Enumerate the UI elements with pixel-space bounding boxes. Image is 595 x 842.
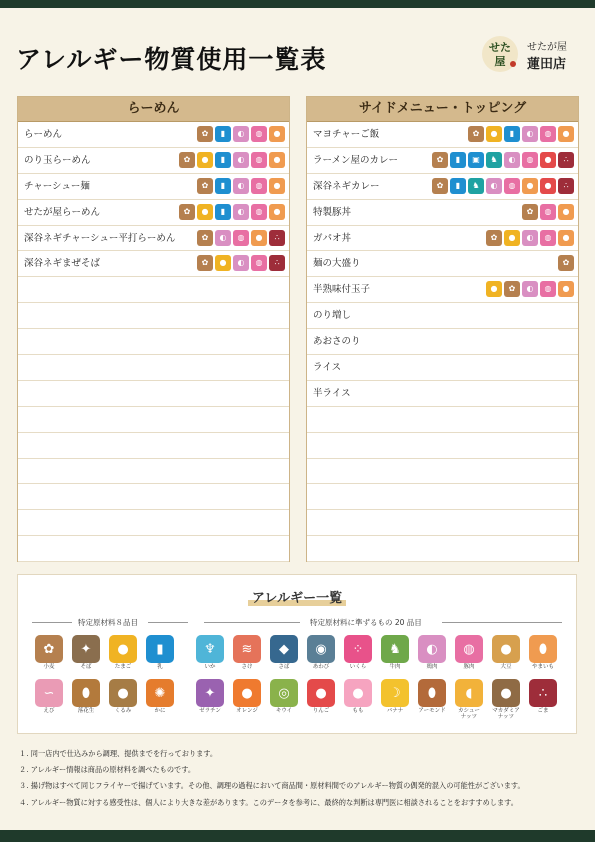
allergen-icon: ◎ xyxy=(270,679,298,707)
side-menu-row xyxy=(307,122,578,148)
sesame-icon: ∴ xyxy=(558,152,574,168)
allergen-name: アーモンド xyxy=(418,708,446,714)
chicken-icon: ◐ xyxy=(522,126,538,142)
pork-icon: ◍ xyxy=(251,178,267,194)
ramen-row xyxy=(18,277,289,303)
allergen-icons xyxy=(197,230,285,246)
ramen-item-label: らーめん xyxy=(24,129,63,140)
allergen-name: 小麦 xyxy=(43,664,55,670)
wheat-icon: ✿ xyxy=(197,255,213,271)
allergen-legend-item xyxy=(106,635,140,679)
side-menu-row xyxy=(307,251,578,277)
ramen-item-label: チャーシュー麺 xyxy=(24,180,90,192)
allergen-icon: ◐ xyxy=(418,635,446,663)
allergen-name: そば xyxy=(80,664,92,670)
allergen-name: 豚肉 xyxy=(463,664,475,670)
allergen-name: くるみ xyxy=(114,708,132,714)
allergen-legend-item xyxy=(230,679,264,723)
allergen-icon: ◆ xyxy=(270,635,298,663)
side-menu-item-label: あおさのり xyxy=(313,336,361,348)
note-3: ３. 揚げ物はすべて同じフライヤーで揚げています。その他、調理の過程において商品間・原材料間でのアレルギー物質の偶発的混入の可能性がございます。 xyxy=(19,781,525,791)
ramen-row xyxy=(18,484,289,510)
allergen-legend-item xyxy=(230,635,264,679)
ramen-row xyxy=(18,459,289,485)
allergen-name: 鶏肉 xyxy=(426,664,438,670)
note-2: ２. アレルギー情報は商品の原材料を調べたものです。 xyxy=(19,765,196,775)
allergen-icons xyxy=(558,255,574,271)
soy-icon: ● xyxy=(558,230,574,246)
egg-icon: ● xyxy=(215,255,231,271)
side-menu-row xyxy=(307,226,578,252)
allergen-legend-item xyxy=(378,635,412,679)
pork-icon: ◍ xyxy=(251,204,267,220)
allergen-name: 乳 xyxy=(157,664,163,670)
beef-icon: ♞ xyxy=(486,152,502,168)
soy-icon: ● xyxy=(269,152,285,168)
allergen-icons xyxy=(486,230,574,246)
allergen-icon: ● xyxy=(307,679,335,707)
side-menu-row xyxy=(307,433,578,459)
allergen-legend-item xyxy=(267,679,301,723)
allergen-legend-item xyxy=(69,679,103,723)
allergen-icon: ⬮ xyxy=(72,679,100,707)
allergen-icon: ✦ xyxy=(196,679,224,707)
sesame-icon: ∴ xyxy=(269,255,285,271)
allergen-legend-item xyxy=(143,635,177,679)
side-menu-row xyxy=(307,148,578,174)
chicken-icon: ◐ xyxy=(233,178,249,194)
soy-icon: ● xyxy=(558,126,574,142)
allergen-legend-item xyxy=(193,635,227,679)
chicken-icon: ◐ xyxy=(504,152,520,168)
wheat-icon: ✿ xyxy=(432,178,448,194)
wheat-icon: ✿ xyxy=(179,204,195,220)
allergy-legend xyxy=(17,574,577,734)
allergen-icon: ◍ xyxy=(455,635,483,663)
allergen-icon: ▮ xyxy=(146,635,174,663)
bottom-border xyxy=(0,830,595,842)
allergen-icon: ✦ xyxy=(72,635,100,663)
wheat-icon: ✿ xyxy=(197,230,213,246)
side-menu-item-label: 半熟味付玉子 xyxy=(313,284,371,296)
side-menu-item-label: 麺の大盛り xyxy=(313,258,361,270)
pork-icon: ◍ xyxy=(233,230,249,246)
side-menu-item-label: 深谷ネギカレー xyxy=(313,180,380,192)
pork-icon: ◍ xyxy=(504,178,520,194)
allergen-icon: ● xyxy=(492,679,520,707)
side-menu-item-label: 特製豚丼 xyxy=(313,206,352,218)
milk-icon: ▮ xyxy=(215,126,231,142)
pork-icon: ◍ xyxy=(540,204,556,220)
allergen-legend-item xyxy=(489,635,523,679)
allergen-legend-item xyxy=(452,679,486,723)
allergen-name: さけ xyxy=(241,664,253,670)
chicken-icon: ◐ xyxy=(522,230,538,246)
pork-icon: ◍ xyxy=(540,230,556,246)
allergen-name: 大豆 xyxy=(500,664,512,670)
allergen-icons xyxy=(522,204,574,220)
ramen-item-label: せたが屋らーめん xyxy=(24,206,101,218)
ramen-row xyxy=(18,433,289,459)
allergen-name: さば xyxy=(278,664,290,670)
allergen-name: カシュー ナッツ xyxy=(458,708,480,720)
side-menu-heading: サイドメニュー・トッピング xyxy=(307,97,578,122)
allergen-name: いか xyxy=(204,664,216,670)
side-menu-item-label: 半ライス xyxy=(313,387,351,399)
allergen-name: 落花生 xyxy=(77,708,95,714)
side-menu-row xyxy=(307,174,578,200)
wheat-icon: ✿ xyxy=(504,281,520,297)
allergen-icon: ☽ xyxy=(381,679,409,707)
allergen-legend-item xyxy=(193,679,227,723)
egg-icon: ● xyxy=(197,152,213,168)
allergen-legend-item xyxy=(341,635,375,679)
soy-icon: ● xyxy=(269,126,285,142)
side-menu-row xyxy=(307,381,578,407)
apple-icon: ● xyxy=(540,152,556,168)
allergen-name: ごま xyxy=(537,708,549,714)
allergen-name: オレンジ xyxy=(236,708,258,714)
pork-icon: ◍ xyxy=(251,255,267,271)
egg-icon: ● xyxy=(197,204,213,220)
allergen-icon: ∽ xyxy=(35,679,63,707)
allergen-icons xyxy=(432,152,574,168)
allergen-name: たまご xyxy=(114,664,132,670)
side-menu-row xyxy=(307,407,578,433)
egg-icon: ● xyxy=(486,281,502,297)
wheat-icon: ✿ xyxy=(197,178,213,194)
side-menu-item-label: ライス xyxy=(313,362,342,374)
allergen-icons xyxy=(468,126,574,142)
allergen-legend-item xyxy=(106,679,140,723)
side-menu-panel xyxy=(306,96,579,562)
pork-icon: ◍ xyxy=(540,126,556,142)
divider xyxy=(204,622,300,623)
chicken-icon: ◐ xyxy=(522,281,538,297)
allergen-name: マカダミア ナッツ xyxy=(492,708,520,720)
allergen-legend-item xyxy=(304,679,338,723)
allergen-icons xyxy=(197,255,285,271)
chicken-icon: ◐ xyxy=(486,178,502,194)
apple-icon: ● xyxy=(540,178,556,194)
allergen-name: りんご xyxy=(312,708,330,714)
allergen-icons xyxy=(197,126,285,142)
divider xyxy=(148,622,188,623)
soy-icon: ● xyxy=(558,281,574,297)
ramen-panel xyxy=(17,96,290,562)
ramen-row xyxy=(18,174,289,200)
wheat-icon: ✿ xyxy=(558,255,574,271)
group20-title: 特定原材料に準ずるもの 20 品目 xyxy=(310,618,422,627)
ramen-row xyxy=(18,381,289,407)
egg-icon: ● xyxy=(486,126,502,142)
wheat-icon: ✿ xyxy=(432,152,448,168)
beef-icon: ♞ xyxy=(468,178,484,194)
wheat-icon: ✿ xyxy=(486,230,502,246)
allergen-icons xyxy=(486,281,574,297)
milk-icon: ▮ xyxy=(450,152,466,168)
chicken-icon: ◐ xyxy=(233,255,249,271)
allergen-icon: ♞ xyxy=(381,635,409,663)
allergen-icon: ✿ xyxy=(35,635,63,663)
ramen-row xyxy=(18,407,289,433)
allergen-legend-item xyxy=(304,635,338,679)
note-1: １. 同一店内で仕込みから調理、提供までを行っております。 xyxy=(19,749,218,758)
allergen-name: キウイ xyxy=(275,708,293,714)
wheat-icon: ✿ xyxy=(522,204,538,220)
side-menu-item-label: のり増し xyxy=(313,310,352,322)
side-menu-row xyxy=(307,510,578,536)
allergen-icons xyxy=(197,178,285,194)
ramen-heading: らーめん xyxy=(18,97,289,122)
group8-title: 特定原材料８品目 xyxy=(78,618,138,627)
allergen-name: えび xyxy=(43,708,55,714)
soy-icon: ● xyxy=(269,178,285,194)
allergen-legend-item xyxy=(489,679,523,723)
allergen-icon: ⬮ xyxy=(529,635,557,663)
side-menu-row xyxy=(307,329,578,355)
allergen-icon: ⬮ xyxy=(418,679,446,707)
side-menu-row xyxy=(307,536,578,562)
ramen-row xyxy=(18,329,289,355)
top-border xyxy=(0,0,595,8)
store-logo xyxy=(478,34,522,74)
pork-icon: ◍ xyxy=(540,281,556,297)
wheat-icon: ✿ xyxy=(179,152,195,168)
page-title: アレルギー物質使用一覧表 xyxy=(16,45,327,74)
allergen-icon: ● xyxy=(233,679,261,707)
legend-title: アレルギー一覧 xyxy=(18,587,576,606)
side-menu-item-label: ラーメン屋のカレー xyxy=(313,154,399,166)
svg-text:屋: 屋 xyxy=(494,55,506,68)
allergen-name: 牛肉 xyxy=(389,664,401,670)
milk-icon: ▮ xyxy=(450,178,466,194)
group20-grid xyxy=(193,635,560,723)
allergen-legend-item xyxy=(415,679,449,723)
side-menu-item-label: ガパオ丼 xyxy=(313,232,352,244)
mackerel-icon: ▣ xyxy=(468,152,484,168)
divider xyxy=(32,622,72,623)
ramen-rows xyxy=(18,122,289,562)
ramen-row xyxy=(18,536,289,562)
allergen-icon: ♆ xyxy=(196,635,224,663)
sesame-icon: ∴ xyxy=(558,178,574,194)
wheat-icon: ✿ xyxy=(468,126,484,142)
allergen-name: もも xyxy=(352,708,364,714)
allergen-icons xyxy=(179,152,285,168)
note-4: ４. アレルギー物質に対する感受性は、個人により大きな差があります。このデータを参考に、最終的な判断は専門医に相談されることをおすすめします。 xyxy=(19,797,518,807)
divider xyxy=(442,622,562,623)
allergen-name: あわび xyxy=(312,664,330,670)
sesame-icon: ∴ xyxy=(269,230,285,246)
allergen-legend-item xyxy=(526,679,560,723)
soy-icon: ● xyxy=(269,204,285,220)
allergen-icon: ◉ xyxy=(307,635,335,663)
allergen-name: いくら xyxy=(349,664,367,670)
wheat-icon: ✿ xyxy=(197,126,213,142)
pork-icon: ◍ xyxy=(522,152,538,168)
allergen-legend-item xyxy=(415,635,449,679)
chicken-icon: ◐ xyxy=(233,152,249,168)
ramen-row xyxy=(18,355,289,381)
ramen-item-label: 深谷ネギチャーシュー平打らーめん xyxy=(24,232,176,244)
soy-icon: ● xyxy=(251,230,267,246)
allergen-icon: ◖ xyxy=(455,679,483,707)
pork-icon: ◍ xyxy=(251,152,267,168)
ramen-item-label: のり玉らーめん xyxy=(24,154,91,166)
svg-text:せた: せた xyxy=(489,41,511,54)
notes xyxy=(19,746,525,811)
allergen-legend-item xyxy=(143,679,177,723)
chicken-icon: ◐ xyxy=(233,126,249,142)
allergen-legend-item xyxy=(32,635,66,679)
ramen-item-label: 深谷ネギまぜそば xyxy=(24,258,101,270)
egg-icon: ● xyxy=(504,230,520,246)
side-menu-rows xyxy=(307,122,578,562)
allergen-legend-item xyxy=(452,635,486,679)
ramen-row xyxy=(18,226,289,252)
milk-icon: ▮ xyxy=(215,152,231,168)
side-menu-row xyxy=(307,200,578,226)
allergen-icon: ∴ xyxy=(529,679,557,707)
store-branch: 蓮田店 xyxy=(527,57,567,72)
group8-grid xyxy=(32,635,177,723)
allergen-legend-item xyxy=(341,679,375,723)
allergen-legend-item xyxy=(526,635,560,679)
ramen-row xyxy=(18,122,289,148)
store-name: せたが屋 xyxy=(527,42,567,53)
soy-icon: ● xyxy=(558,204,574,220)
side-menu-row xyxy=(307,277,578,303)
allergen-legend-item xyxy=(267,635,301,679)
side-menu-row xyxy=(307,459,578,485)
ramen-row xyxy=(18,251,289,277)
milk-icon: ▮ xyxy=(215,204,231,220)
allergen-icon: ≋ xyxy=(233,635,261,663)
allergen-name: やまいも xyxy=(531,664,554,670)
allergen-icon: ● xyxy=(344,679,372,707)
ramen-row xyxy=(18,510,289,536)
side-menu-row xyxy=(307,484,578,510)
milk-icon: ▮ xyxy=(504,126,520,142)
ramen-row xyxy=(18,303,289,329)
allergen-icon: ⁘ xyxy=(344,635,372,663)
allergen-legend-item xyxy=(69,635,103,679)
soy-icon: ● xyxy=(522,178,538,194)
allergen-icon: ● xyxy=(109,635,137,663)
pork-icon: ◍ xyxy=(251,126,267,142)
ramen-row xyxy=(18,200,289,226)
allergen-legend-item xyxy=(378,679,412,723)
allergen-icon: ● xyxy=(492,635,520,663)
allergen-name: ゼラチン xyxy=(199,708,221,714)
allergen-icons xyxy=(179,204,285,220)
side-menu-row xyxy=(307,303,578,329)
side-menu-item-label: マヨチャーご飯 xyxy=(313,129,380,140)
allergen-icon: ● xyxy=(109,679,137,707)
allergen-name: かに xyxy=(154,708,166,714)
allergen-icons xyxy=(432,178,574,194)
milk-icon: ▮ xyxy=(215,178,231,194)
allergen-icon: ✺ xyxy=(146,679,174,707)
chicken-icon: ◐ xyxy=(215,230,231,246)
ramen-row xyxy=(18,148,289,174)
side-menu-row xyxy=(307,355,578,381)
allergen-name: バナナ xyxy=(386,708,404,714)
allergen-legend-item xyxy=(32,679,66,723)
chicken-icon: ◐ xyxy=(233,204,249,220)
